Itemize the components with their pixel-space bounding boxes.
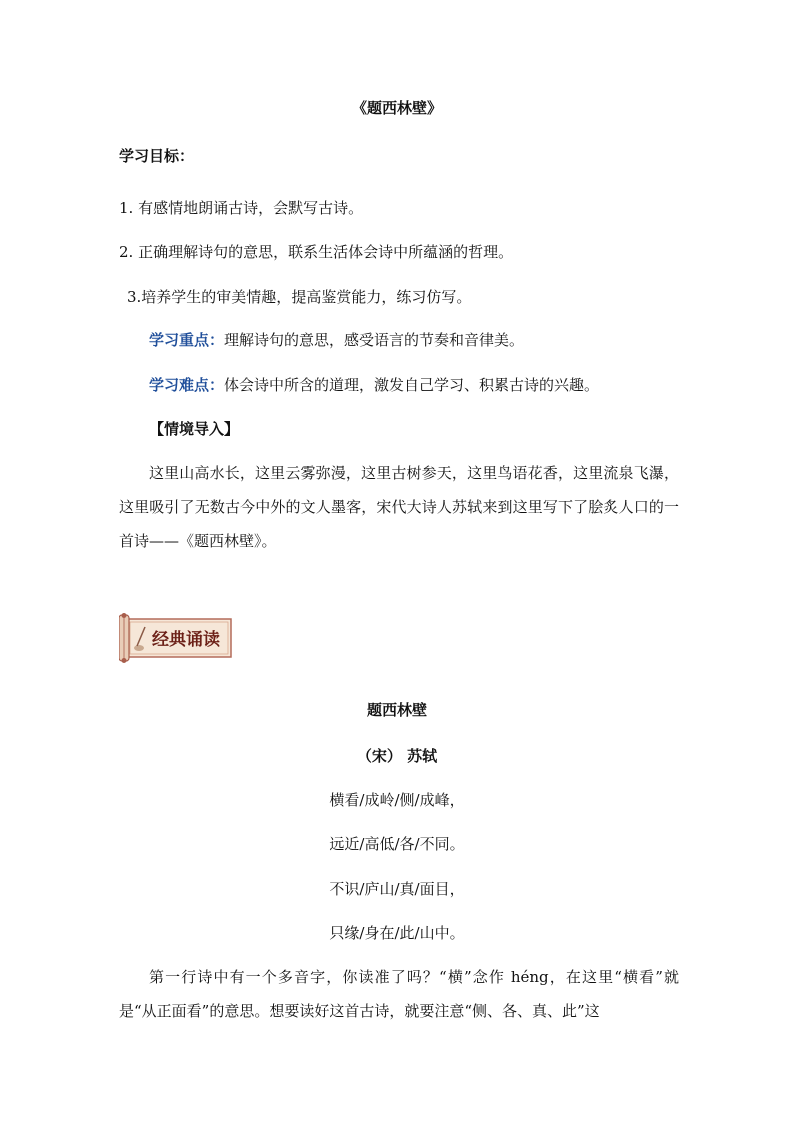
poem-author: （宋） 苏轼 (356, 747, 438, 765)
poem-line: 横看/成岭/侧/成峰， (329, 791, 465, 809)
key-point-label: 学习重点： (149, 331, 225, 349)
difficulty-line (149, 375, 599, 395)
key-point-line (149, 330, 524, 350)
objectives-heading: 学习目标： (119, 147, 195, 165)
difficulty-text: 体会诗中所含的道理，激发自己学习、积累古诗的兴趣。 (224, 376, 600, 394)
poem-title: 题西林壁 (366, 701, 427, 719)
poem-line: 只缘/身在/此/山中。 (329, 924, 465, 942)
objective-item: 2. 正确理解诗句的意思，联系生活体会诗中所蕴涵的哲理。 (119, 243, 514, 261)
difficulty-label: 学习难点： (149, 376, 225, 394)
scroll-icon (119, 613, 129, 663)
poem-line: 远近/高低/各/不同。 (329, 835, 465, 853)
objective-item: 3.培养学生的审美情趣，提高鉴赏能力，练习仿写。 (127, 288, 472, 306)
poem-line: 不识/庐山/真/面目， (329, 880, 465, 898)
banner-label: 经典诵读 (152, 630, 220, 650)
intro-heading: 【情境导入】 (149, 420, 240, 438)
document-title: 《题西林壁》 (351, 99, 442, 117)
key-point-text: 理解诗句的意思，感受语言的节奏和音律美。 (224, 331, 525, 349)
classic-reading-banner (119, 613, 233, 663)
objective-item: 1. 有感情地朗诵古诗，会默写古诗。 (119, 199, 364, 217)
explanation-paragraph: 第一行诗中有一个多音字，你读准了吗？“横”念作 héng，在这里“横看”就是“从正面看”的意思。想要读好这首古诗，就要注意“侧、各、真、此”这 (119, 968, 679, 1020)
intro-paragraph: 这里山高水长，这里云雾弥漫，这里古树参天，这里鸟语花香，这里流泉飞瀑，这里吸引了无数古今中外的文人墨客，宋代大诗人苏轼来到这里写下了脍炙人口的一首诗——《题西林壁》。 (119, 464, 679, 550)
